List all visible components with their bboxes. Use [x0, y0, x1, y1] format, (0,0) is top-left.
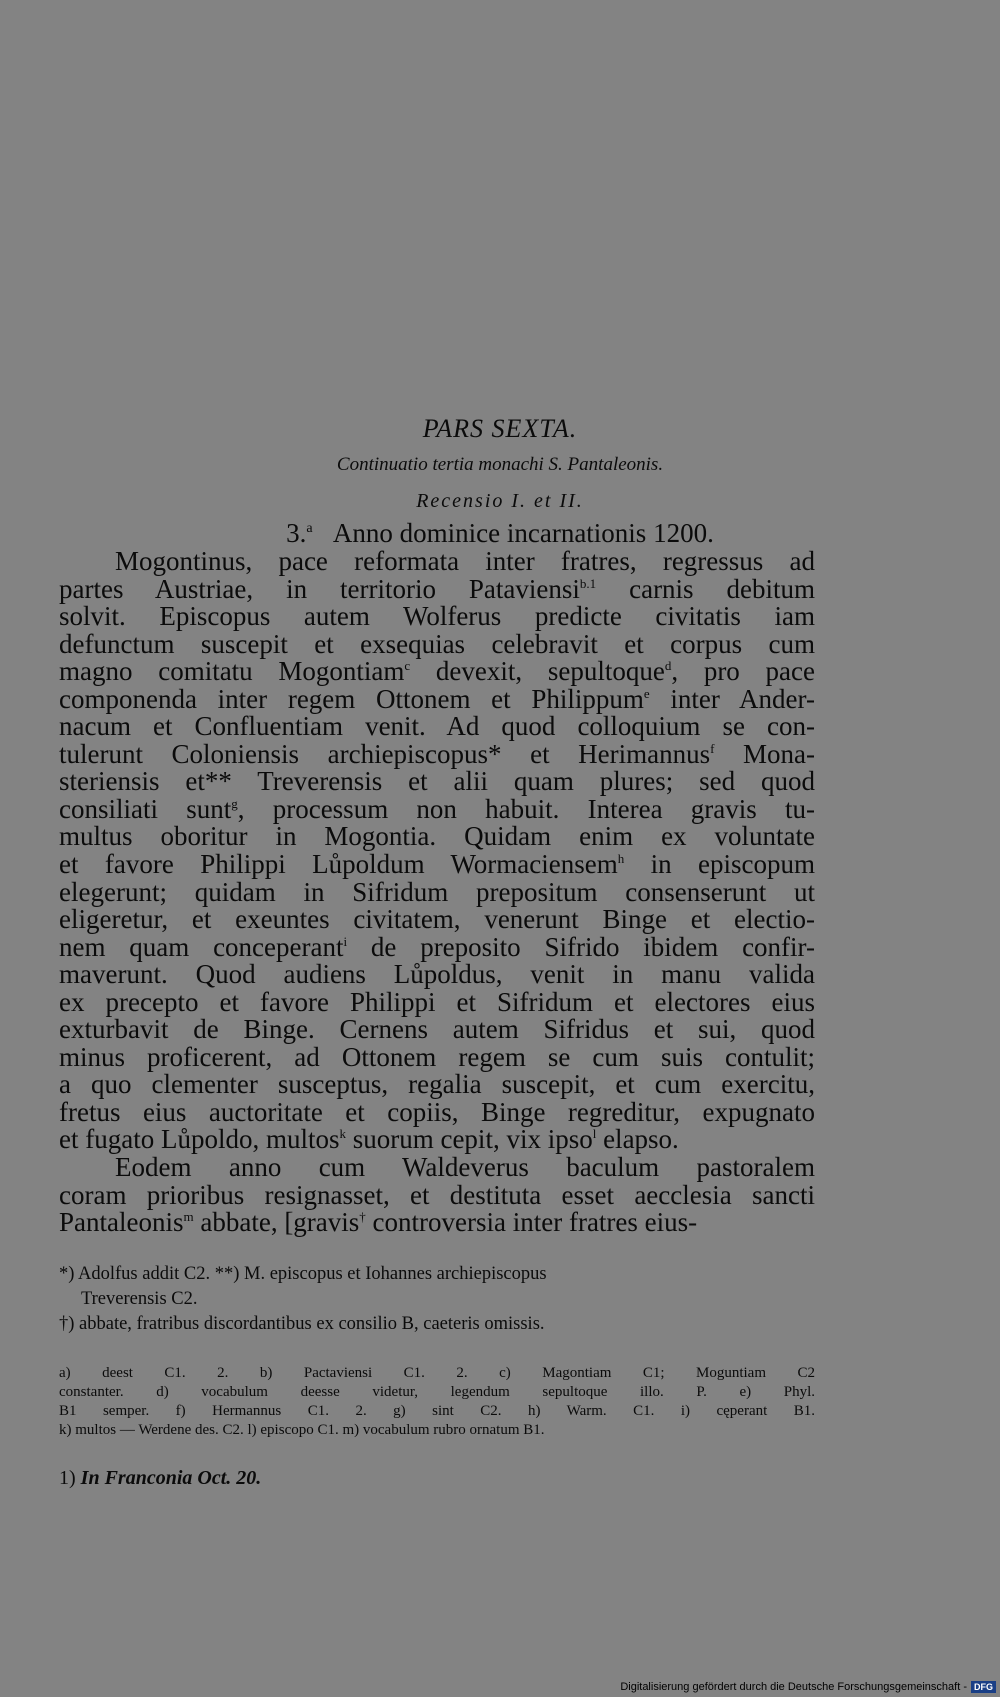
- text-line: [59, 851, 815, 879]
- text-segment: suorum cepit, vix ipso: [345, 1124, 593, 1155]
- footnote-marker: f: [710, 740, 715, 756]
- part-title: PARS SEXTA.: [422, 414, 578, 443]
- credit-text: Digitalisierung gefördert durch die Deutsche Forschungsgemeinschaft -: [620, 1680, 967, 1693]
- text-segment: nem quam conceperant: [59, 931, 344, 962]
- year-entry-heading: [0, 518, 1000, 549]
- text-segment: eligeretur, et exeuntes civitatem, venerunt Binge et electio-: [59, 904, 815, 935]
- text-line: [59, 1041, 815, 1072]
- text-line: [59, 573, 815, 604]
- text-segment: steriensis et** Treverensis et alii quam plures; sed quod: [59, 766, 815, 797]
- continuation-subtitle: Continuatio tertia monachi S. Pantaleonis.: [336, 454, 664, 475]
- text-segment: , pro pace: [671, 656, 815, 687]
- footnote-marker: a: [306, 521, 313, 536]
- historical-footnote: [59, 1467, 261, 1490]
- text-line: [59, 876, 815, 907]
- star-note: Treverensis C2.: [81, 1289, 198, 1309]
- footnote-marker: e: [643, 685, 650, 701]
- text-segment: et fugato Lůpoldo, multos: [59, 1124, 340, 1155]
- critical-apparatus: [59, 1364, 815, 1440]
- dfg-logo-icon: DFG: [971, 1681, 996, 1693]
- text-segment: , processum non habuit. Interea gravis tu-: [237, 793, 816, 824]
- footnote-marker: g: [231, 795, 238, 811]
- footnote-marker: b.1: [579, 575, 597, 591]
- text-segment: nacum et Confluentiam venit. Ad quod colloquium se con-: [59, 711, 815, 742]
- text-line: [59, 823, 815, 851]
- text-segment: magno comitatu Mogontiam: [59, 656, 405, 687]
- text-line: [59, 628, 815, 659]
- text-line: [59, 1096, 815, 1127]
- text-segment: de preposito Sifrido ibidem confir-: [347, 931, 815, 962]
- text-segment: elegerunt; quidam in Sifridum prepositum consenserunt ut: [59, 876, 815, 907]
- text-segment: minus proficerent, ad Ottonem regem se cum suis contulit;: [59, 1041, 815, 1072]
- footnote-marker: k: [339, 1126, 346, 1142]
- text-line: [59, 768, 815, 796]
- text-segment: solvit. Episcopus autem Wolferus predicte civitatis iam: [59, 601, 815, 632]
- text-segment: ex precepto et favore Philippi et Sifridum et electores eius: [59, 986, 815, 1017]
- text-segment: fretus eius auctoritate et copiis, Binge regreditur, expugnato: [59, 1096, 815, 1127]
- text-line: [59, 603, 815, 631]
- text-segment: Mogontinus, pace reformata inter fratres, regressus ad: [115, 546, 815, 576]
- text-segment: inter Ander-: [649, 683, 815, 714]
- text-line: [59, 1154, 815, 1182]
- footnote-marker: m: [183, 1209, 194, 1225]
- text-segment: Eodem anno cum Waldeverus baculum pastoralem: [115, 1152, 815, 1183]
- text-line: [59, 1209, 815, 1237]
- text-segment: abbate, [gravis: [193, 1207, 360, 1238]
- text-line: [59, 906, 815, 934]
- text-segment: componenda inter regem Ottonem et Philippum: [59, 683, 644, 714]
- text-segment: partes Austriae, in territorio Pataviensi: [59, 573, 580, 604]
- footnote-marker: c: [404, 658, 411, 674]
- text-line: [59, 683, 815, 714]
- text-segment: et favore Philippi Lůpoldum Wormaciensem: [59, 849, 618, 880]
- text-segment: tulerunt Coloniensis archiepiscopus* et Herimannus: [59, 738, 711, 769]
- text-line: [59, 986, 815, 1017]
- apparatus-line: a) deest C1. 2. b) Pactaviensi C1. 2. c) Magontiam C1; Moguntiam C2: [59, 1365, 815, 1381]
- text-segment: devexit, sepultoque: [410, 656, 665, 687]
- footnote-text: In Franconia Oct. 20.: [80, 1467, 262, 1489]
- digitization-credit: [620, 1678, 996, 1695]
- text-segment: carnis debitum: [596, 573, 815, 604]
- text-segment: Pantaleonis: [59, 1207, 184, 1238]
- text-segment: coram prioribus resignasset, et destituta esset aecclesia sancti: [59, 1179, 815, 1210]
- recension-subtitle: Recensio I. et II.: [416, 490, 584, 512]
- text-line: [59, 658, 815, 686]
- apparatus-line: B1 semper. f) Hermannus C1. 2. g) sint C2. h) Warm. C1. i) cęperant B1.: [59, 1403, 815, 1419]
- text-segment: a quo clementer susceptus, regalia suscepit, et cum exercitu,: [59, 1069, 815, 1100]
- year-heading-text: Anno dominice incarnationis 1200.: [332, 518, 714, 548]
- entry-number: 3.: [286, 518, 307, 548]
- text-segment: exturbavit de Binge. Cernens autem Sifridus et sui, quod: [59, 1014, 815, 1045]
- apparatus-line: k) multos — Werdene des. C2. l) episcopo C1. m) vocabulum rubro ornatum B1.: [59, 1422, 545, 1438]
- text-segment: maverunt. Quod audiens Lůpoldus, venit in manu valida: [59, 959, 815, 990]
- footnote-marker: l: [592, 1126, 597, 1142]
- star-note: *) Adolfus addit C2. **) M. episcopus et Iohannes archiepiscopus: [59, 1264, 547, 1284]
- text-line: [59, 1179, 815, 1210]
- text-segment: controversia inter fratres eius-: [365, 1207, 698, 1238]
- text-line: [59, 961, 815, 989]
- text-line: [59, 548, 815, 576]
- apparatus-line: constanter. d) vocabulum deesse videtur, legendum sepultoque illo. P. e) Phyl.: [59, 1384, 815, 1400]
- footnote-marker: †: [359, 1209, 366, 1225]
- text-line: [59, 793, 816, 824]
- text-segment: multus oboritur in Mogontia. Quidam enim ex voluntate: [59, 821, 815, 852]
- text-segment: elapso.: [596, 1124, 679, 1155]
- text-line: [59, 931, 815, 962]
- star-note: †) abbate, fratribus discordantibus ex consilio B, caeteris omissis.: [59, 1314, 545, 1334]
- footnote-number: 1): [59, 1467, 76, 1489]
- text-line: [59, 1016, 815, 1044]
- text-line: [59, 1071, 815, 1099]
- footnote-marker: d: [664, 658, 672, 674]
- textual-notes: [59, 1262, 815, 1337]
- text-segment: Mona-: [714, 738, 816, 769]
- text-line: [59, 713, 815, 741]
- text-line: [59, 738, 816, 769]
- footnote-marker: i: [343, 933, 348, 949]
- text-segment: consiliati sunt: [59, 793, 232, 824]
- main-text: [59, 548, 815, 1237]
- footnote-marker: h: [617, 851, 625, 867]
- text-segment: defunctum suscepit et exsequias celebravit et corpus cum: [59, 628, 815, 659]
- text-segment: in episcopum: [624, 849, 815, 880]
- text-line: [59, 1126, 815, 1154]
